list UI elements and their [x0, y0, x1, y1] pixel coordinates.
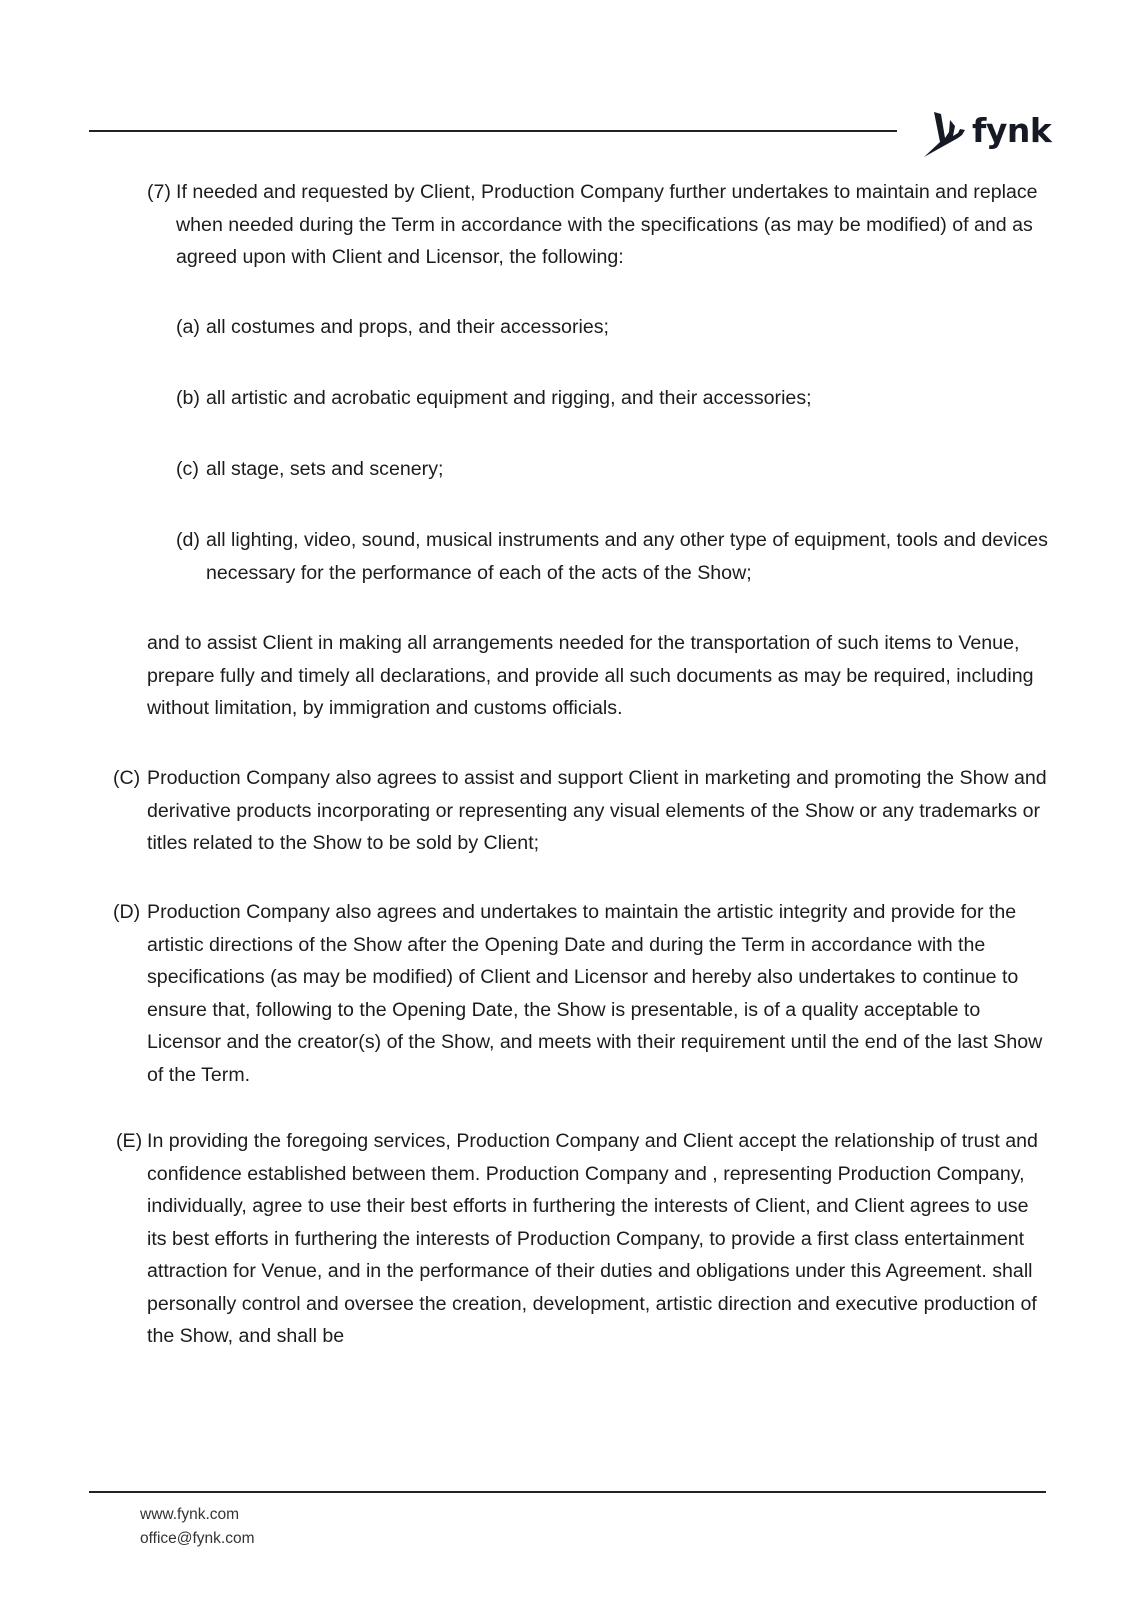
clause-c	[113, 762, 1052, 860]
logo-wordmark: fynk	[972, 110, 1052, 150]
list-marker: (a)	[176, 316, 200, 338]
footer-website: www.fynk.com	[140, 1506, 240, 1523]
clause-e	[116, 1125, 1052, 1353]
list-item-text: all costumes and props, and their accessories;	[206, 316, 609, 338]
paragraph-text: and to assist Client in making all arrangements needed for the transportation of such items to Venue, prepare fully and timely all declarations, and provide all such documents as may be required, including without limitation, by immigration and customs officials.	[147, 632, 1034, 719]
clause-text: Production Company also agrees to assist and support Client in marketing and promoting the Show and derivative products incorporating or representing any visual elements of the Show or any trademarks or titles related to the Show to be sold by Client;	[147, 767, 1047, 854]
clause-marker: (D)	[113, 901, 141, 923]
clause-text: In providing the foregoing services, Production Company and Client accept the relationship of trust and confidence established between them. Production Company and , representing Production Company, individually, agree to use their best efforts in furthering the interests of Client, and Client agrees to use its best efforts in furthering the interests of Production Company, to provide a first class entertainment attraction for Venue, and in the performance of their duties and obligations under this Agreement. shall personally control and oversee the creation, development, artistic direction and executive production of the Show, and shall be	[147, 1130, 1038, 1347]
list-marker: (d)	[176, 529, 200, 551]
list-marker: (b)	[176, 387, 200, 409]
clause-text: If needed and requested by Client, Production Company further undertakes to maintain and replace when needed during the Term in accordance with the specifications (as may be modified) of and as agreed upon with Client and Licensor, the following:	[176, 181, 1038, 268]
list-item-text: all stage, sets and scenery;	[206, 458, 444, 480]
clause-marker: (C)	[113, 767, 141, 789]
list-item-text: all artistic and acrobatic equipment and rigging, and their accessories;	[206, 387, 812, 409]
clause-7	[147, 176, 1056, 274]
footer-divider	[89, 1491, 1046, 1493]
list-item-c	[176, 453, 1056, 486]
continuation-paragraph	[147, 627, 1052, 725]
footer-email: office@fynk.com	[140, 1530, 255, 1547]
list-item-d	[176, 524, 1056, 589]
list-marker: (c)	[176, 458, 199, 480]
clause-marker: (7)	[147, 181, 171, 203]
list-item-text: all lighting, video, sound, musical instruments and any other type of equipment, tools and devices necessary for the performance of each of the acts of the Show;	[206, 529, 1048, 584]
fynk-logo	[920, 108, 1051, 158]
bird-logo-icon	[920, 108, 968, 158]
clause-marker: (E)	[116, 1130, 143, 1152]
list-item-a	[176, 311, 1056, 344]
clause-text: Production Company also agrees and undertakes to maintain the artistic integrity and provide for the artistic directions of the Show after the Opening Date and during the Term in accordance with the specifications (as may be modified) of Client and Licensor and hereby also undertakes to continue to ensure that, following to the Opening Date, the Show is presentable, is of a quality acceptable to Licensor and the creator(s) of the Show, and meets with their requirement until the end of the last Show of the Term.	[147, 901, 1043, 1086]
list-item-b	[176, 382, 1056, 415]
clause-d	[113, 896, 1052, 1091]
header-divider	[89, 130, 897, 132]
